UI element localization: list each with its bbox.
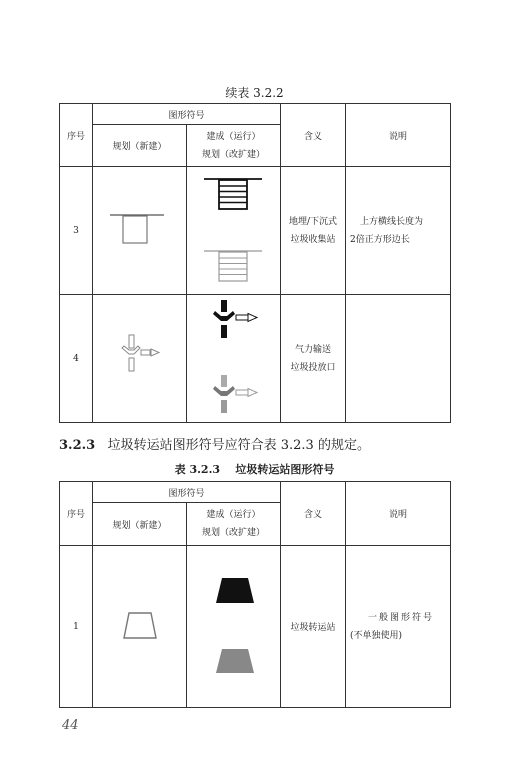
header-seq: 序号 [60,104,93,167]
built-symbol-cell [187,546,281,708]
meaning-line: 气力输送 [295,344,332,355]
table-caption: 续表 3.2.2 [225,86,284,100]
header-note: 说明 [346,482,451,546]
header-built-line2: 规划（改扩建） [202,149,266,160]
section-number: 3.2.3 [59,438,96,453]
row-note [346,167,451,295]
header-meaning: 含义 [281,482,346,546]
underground-station-planned-icon [93,167,187,294]
pneumatic-inlet-planned-icon [93,295,187,422]
row-note [346,546,451,708]
header-symbol-group: 图形符号 [93,104,281,125]
page-number: 44 [62,718,79,733]
row-meaning [281,295,346,423]
planned-symbol-cell [93,167,187,295]
row-note [346,295,451,423]
meaning-line: 垃圾收集站 [290,234,336,245]
header-built [187,125,281,167]
header-built [187,503,281,546]
header-meaning: 含义 [281,104,346,167]
transfer-station-built-icon [187,546,281,707]
pneumatic-inlet-renovate-icon [213,375,257,413]
planned-symbol-cell [93,546,187,708]
underground-station-renovate-icon [204,251,262,281]
section-paragraph [59,434,370,453]
pneumatic-inlet-built-icon [187,295,281,422]
transfer-station-renovate-icon [216,649,254,673]
transfer-station-planned-icon [93,546,187,707]
transfer-station-symbol-table [59,481,451,708]
header-planned: 规划（新建） [93,125,187,167]
row-seq: 4 [60,295,93,423]
header-built-line1: 建成（运行） [206,510,261,520]
header-planned: 规划（新建） [93,503,187,546]
row-seq: 3 [60,167,93,295]
row-seq: 1 [60,546,93,708]
note-line: 2倍正方形边长 [350,234,410,245]
header-symbol-group: 图形符号 [93,482,281,503]
built-symbol-cell [187,295,281,423]
row-meaning: 垃圾转运站 [281,546,346,708]
section-text: 垃圾转运站图形符号应符合表 3.2.3 的规定。 [107,438,370,453]
meaning-line: 地埋/下沉式 [288,216,338,227]
meaning-line: 垃圾投放口 [290,362,336,373]
header-built-line2: 规划（改扩建） [202,528,266,538]
underground-station-built-icon [187,167,281,294]
caption-number: 表 3.2.3 [174,463,221,476]
row-meaning [281,167,346,295]
header-note: 说明 [346,104,451,167]
header-built-line1: 建成（运行） [206,131,261,142]
symbol-table-continued [59,103,451,423]
table-row [60,546,451,708]
planned-symbol-cell [93,295,187,423]
table-caption [59,461,450,477]
note-line: 上方横线长度为 [360,216,424,227]
built-symbol-cell [187,167,281,295]
table-row [60,295,451,423]
note-line: 一般图形符号 [368,612,435,623]
note-line: (不单独使用) [350,630,403,641]
caption-title: 垃圾转运站图形符号 [235,463,335,476]
table-row [60,167,451,295]
header-seq: 序号 [60,482,93,546]
